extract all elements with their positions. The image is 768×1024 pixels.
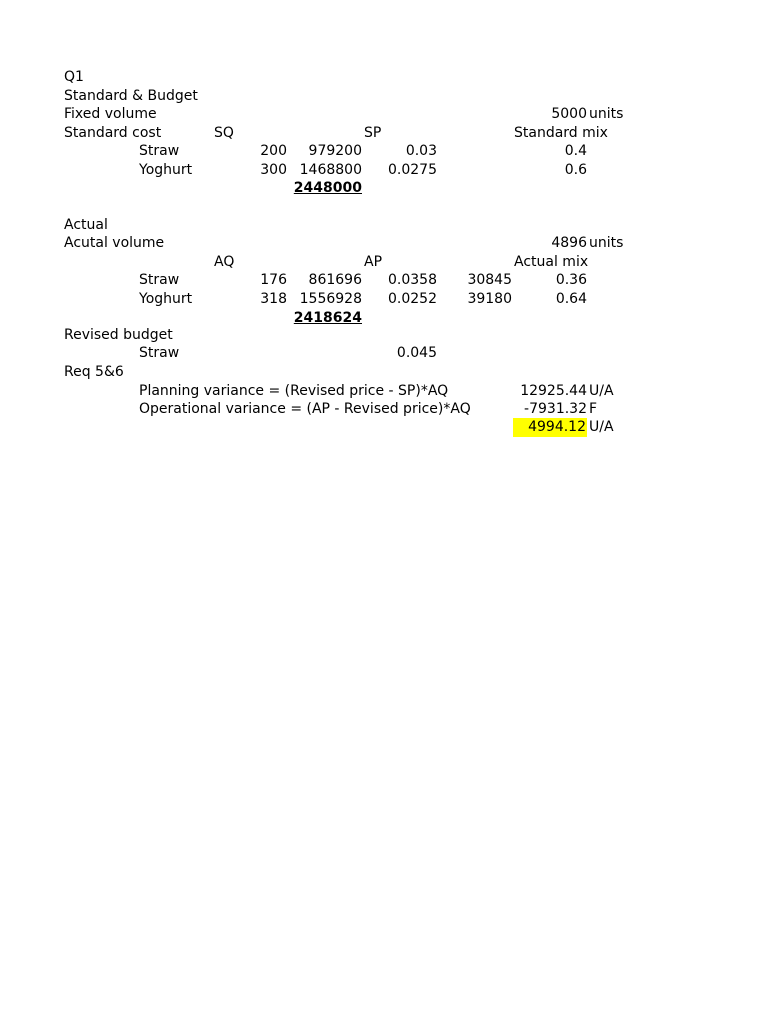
row-revised-straw	[0, 344, 768, 363]
mix-value: 0.4	[564, 143, 587, 159]
section-title-standard-budget: Standard & Budget	[64, 88, 198, 104]
planning-variance-flag: U/A	[589, 383, 614, 399]
cost-value: 1468800	[299, 162, 362, 178]
total-variance-value: 4994.12	[513, 418, 587, 437]
row-standard-straw	[0, 142, 768, 161]
section-title-revised-budget: Revised budget	[64, 327, 173, 343]
mix-value: 0.6	[564, 162, 587, 178]
actual-volume-label: Acutal volume	[64, 235, 165, 251]
sp-value: 0.03	[405, 143, 437, 159]
header-standard-mix: Standard mix	[514, 125, 608, 141]
cost-value: 861696	[308, 272, 362, 288]
aq-value: 176	[260, 272, 287, 288]
row-standard-cost-header	[0, 124, 768, 143]
row-standard-yoghurt	[0, 161, 768, 180]
sq-value: 300	[260, 162, 287, 178]
mix-value: 0.36	[555, 272, 587, 288]
aq-value: 318	[260, 291, 287, 307]
extra-value: 30845	[467, 272, 512, 288]
row-req	[0, 363, 768, 382]
planning-variance-value: 12925.44	[520, 383, 587, 399]
mix-value: 0.64	[555, 291, 587, 307]
operational-variance-flag: F	[589, 401, 598, 417]
row-fixed-volume	[0, 105, 768, 124]
row-operational-variance	[0, 400, 768, 419]
row-actual-header	[0, 253, 768, 272]
operational-variance-label: Operational variance = (AP - Revised price)*AQ	[139, 401, 471, 417]
actual-total: 2418624	[293, 310, 362, 326]
header-sq: SQ	[214, 125, 234, 141]
header-ap: AP	[364, 254, 383, 270]
standard-total: 2448000	[293, 180, 362, 196]
planning-variance-label: Planning variance = (Revised price - SP)*AQ	[139, 383, 449, 399]
row-actual-volume	[0, 234, 768, 253]
revised-price-value: 0.045	[396, 345, 437, 361]
header-aq: AQ	[214, 254, 235, 270]
cost-value: 1556928	[299, 291, 362, 307]
item-name: Yoghurt	[139, 162, 193, 178]
sp-value: 0.0275	[388, 162, 437, 178]
sq-value: 200	[260, 143, 287, 159]
fixed-volume-value: 5000	[551, 106, 587, 122]
row-actual-straw	[0, 271, 768, 290]
item-name: Straw	[139, 345, 180, 361]
item-name: Yoghurt	[139, 291, 193, 307]
header-actual-mix: Actual mix	[514, 254, 589, 270]
ap-value: 0.0252	[388, 291, 437, 307]
header-sp: SP	[364, 125, 382, 141]
section-title-actual: Actual	[64, 217, 108, 233]
total-variance-flag: U/A	[589, 419, 614, 435]
row-revised-budget	[0, 326, 768, 345]
actual-volume-unit: units	[589, 235, 624, 251]
row-actual	[0, 216, 768, 235]
fixed-volume-unit: units	[589, 106, 624, 122]
extra-value: 39180	[467, 291, 512, 307]
row-q1	[0, 68, 768, 87]
row-actual-yoghurt	[0, 290, 768, 309]
ap-value: 0.0358	[388, 272, 437, 288]
section-title-req: Req 5&6	[64, 364, 124, 380]
row-standard-budget	[0, 87, 768, 106]
operational-variance-value: -7931.32	[524, 401, 587, 417]
row-planning-variance	[0, 382, 768, 401]
actual-volume-value: 4896	[551, 235, 587, 251]
standard-cost-label: Standard cost	[64, 125, 162, 141]
row-standard-total	[0, 179, 768, 198]
row-total-variance	[0, 418, 768, 437]
cost-value: 979200	[308, 143, 362, 159]
question-label: Q1	[64, 69, 84, 85]
item-name: Straw	[139, 272, 180, 288]
fixed-volume-label: Fixed volume	[64, 106, 157, 122]
item-name: Straw	[139, 143, 180, 159]
